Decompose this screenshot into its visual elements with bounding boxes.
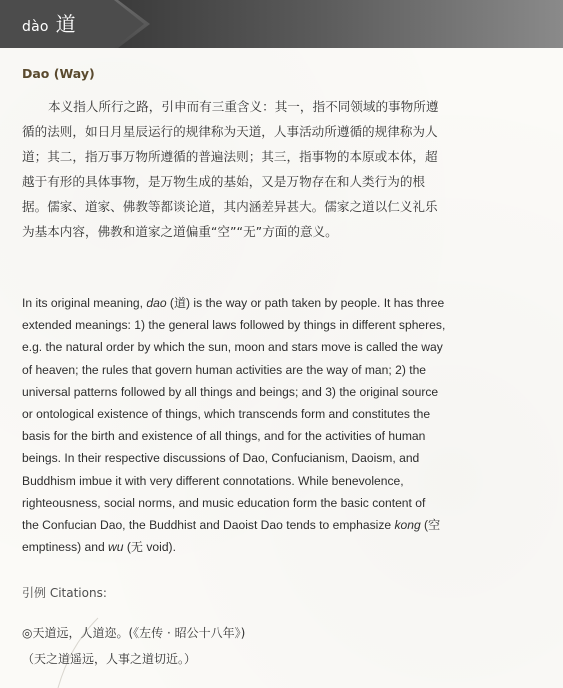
english-italic-term: dao	[146, 296, 167, 310]
english-text: In its original meaning,	[22, 296, 147, 310]
english-line: righteousness, social norms, and music education form the basic content of	[22, 495, 426, 510]
english-text: emptiness) and	[22, 540, 109, 555]
chinese-line: 为基本内容，佛教和道家之道偏重“空”“无”方面的意义。	[22, 224, 338, 239]
chinese-line: 据。儒家、道家、佛教等都谈论道，其内涵差异甚大。儒家之道以仁义礼乐	[22, 199, 438, 214]
chinese-line: 道；其二，指万事万物所遵循的普遍法则；其三，指事物的本原或本体，超	[22, 149, 438, 164]
headword-hanzi: 道	[55, 12, 76, 36]
headword-pinyin: dào	[22, 19, 49, 35]
english-line: e.g. the natural order by which the sun, moon and stars move is called the way	[22, 340, 443, 355]
english-line	[22, 292, 546, 314]
entry-headword	[22, 8, 76, 40]
header-band-shape	[0, 0, 563, 48]
english-italic-term: wu	[108, 540, 124, 555]
english-line: universal patterns followed by all things and beings; and 3) the original source	[22, 384, 439, 399]
english-line: extended meanings: 1) the general laws followed by things in different spheres,	[22, 318, 446, 333]
english-text: the Confucian Dao, the Buddhist and Daoist Dao tends to emphasize	[22, 518, 395, 533]
english-line: of heaven; the rules that govern human activities are the way of man; 2) the	[22, 362, 427, 377]
english-line: beings. In their respective discussions of Dao, Confucianism, Daoism, and	[22, 451, 420, 466]
english-line	[22, 514, 546, 536]
chinese-line: 本义指人所行之路，引申而有三重含义：其一，指不同领域的事物所遵	[48, 99, 439, 114]
chinese-definition	[22, 94, 546, 244]
chinese-line: 循的法则，如日月星辰运行的规律称为天道，人事活动所遵循的规律称为人	[22, 124, 438, 139]
chinese-line: 越于有形的具体事物，是万物生成的基始，又是万物存在和人类行为的根	[22, 174, 425, 189]
english-line: basis for the birth and existence of all things, and for the activities of human	[22, 429, 426, 444]
citations-heading: 引例 Citations:	[22, 586, 107, 600]
english-definition	[22, 292, 546, 558]
citation-paraphrase: （天之道遥远，人事之道切近。）	[22, 652, 197, 666]
entry-header-band	[0, 0, 563, 48]
english-text: (空	[420, 518, 441, 533]
term-title: Dao (Way)	[22, 66, 95, 81]
english-italic-term: kong	[394, 518, 421, 533]
english-text: (道) is the way or path taken by people. It has three	[166, 296, 445, 310]
citation-quote: ◎天道远，人道迩。(《左传 · 昭公十八年》)	[22, 626, 246, 640]
english-line	[22, 536, 546, 558]
english-line: Buddhism imbue it with very different connotations. While benevolence,	[22, 473, 404, 488]
decorative-curve	[0, 600, 563, 688]
english-line: or ontological existence of things, which transcends form and constitutes the	[22, 407, 431, 422]
english-text: (无 void).	[123, 540, 176, 555]
